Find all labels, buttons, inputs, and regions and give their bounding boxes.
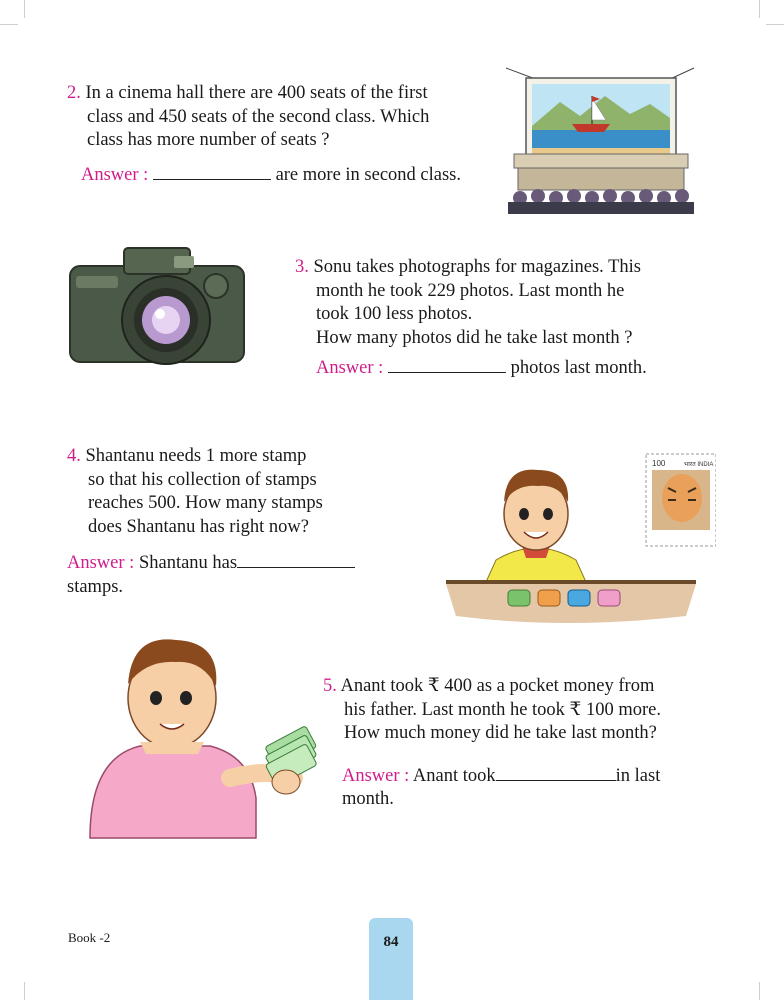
crop-mark [0, 24, 18, 25]
answer-label: Answer : [81, 164, 149, 185]
answer-label: Answer : [342, 765, 410, 786]
question-line: In a cinema hall there are 400 seats of the first [85, 83, 428, 103]
answer-blank[interactable] [388, 358, 506, 373]
page-number: 84 [383, 934, 399, 950]
answer-blank[interactable] [153, 165, 271, 180]
answer-suffix: photos last month. [510, 358, 647, 378]
answer-suffix: are more in second class. [275, 164, 462, 185]
crop-mark [759, 0, 760, 18]
question-2 [67, 82, 497, 187]
question-line: Anant took ₹ 400 as a pocket money from [340, 676, 655, 696]
question-line: so that his collection of stamps [88, 469, 317, 490]
question-line: How much money did he take last month? [344, 723, 657, 743]
answer-line-2: month. [342, 789, 394, 809]
answer-prefix: Anant took [412, 765, 496, 786]
camera-illustration [66, 240, 248, 380]
crop-mark [766, 24, 784, 25]
crop-mark [24, 0, 25, 18]
boy-with-stamps-illustration [446, 440, 716, 626]
crop-mark [759, 982, 760, 1000]
question-line: How many photos did he take last month ? [316, 327, 633, 348]
answer-prefix: Shantanu has [138, 553, 238, 573]
cinema-illustration [500, 66, 700, 216]
question-number: 2. [67, 83, 81, 103]
answer-label: Answer : [316, 358, 384, 378]
question-number: 3. [295, 257, 309, 277]
answer-line-2: stamps. [67, 576, 124, 597]
answer-blank[interactable] [496, 766, 616, 781]
boy-with-money-illustration [80, 628, 330, 842]
question-line: month he took 229 photos. Last month he [316, 280, 625, 301]
stamp-value: 100 [652, 459, 666, 468]
crop-mark [24, 982, 25, 1000]
question-5 [323, 675, 753, 812]
book-label: Book -2 [68, 930, 111, 945]
question-line: Sonu takes photographs for magazines. This [313, 257, 641, 277]
question-line: reaches 500. How many stamps [88, 493, 323, 513]
question-line: took 100 less photos. [316, 304, 473, 324]
question-line: class and 450 seats of the second class. Which [87, 106, 430, 127]
question-3 [295, 256, 735, 381]
stamp-country: भारत INDIA [684, 462, 714, 468]
question-4 [67, 445, 427, 599]
question-line: Shantanu needs 1 more stamp [85, 446, 307, 466]
question-line: class has more number of seats ? [87, 130, 330, 150]
answer-label: Answer : [67, 553, 135, 573]
question-number: 5. [323, 676, 337, 696]
question-number: 4. [67, 446, 81, 466]
page-number-tab [369, 918, 413, 1000]
question-line: his father. Last month he took ₹ 100 more. [344, 699, 661, 720]
answer-blank[interactable] [237, 553, 355, 568]
answer-suffix: in last [615, 765, 661, 786]
question-line: does Shantanu has right now? [88, 516, 309, 537]
